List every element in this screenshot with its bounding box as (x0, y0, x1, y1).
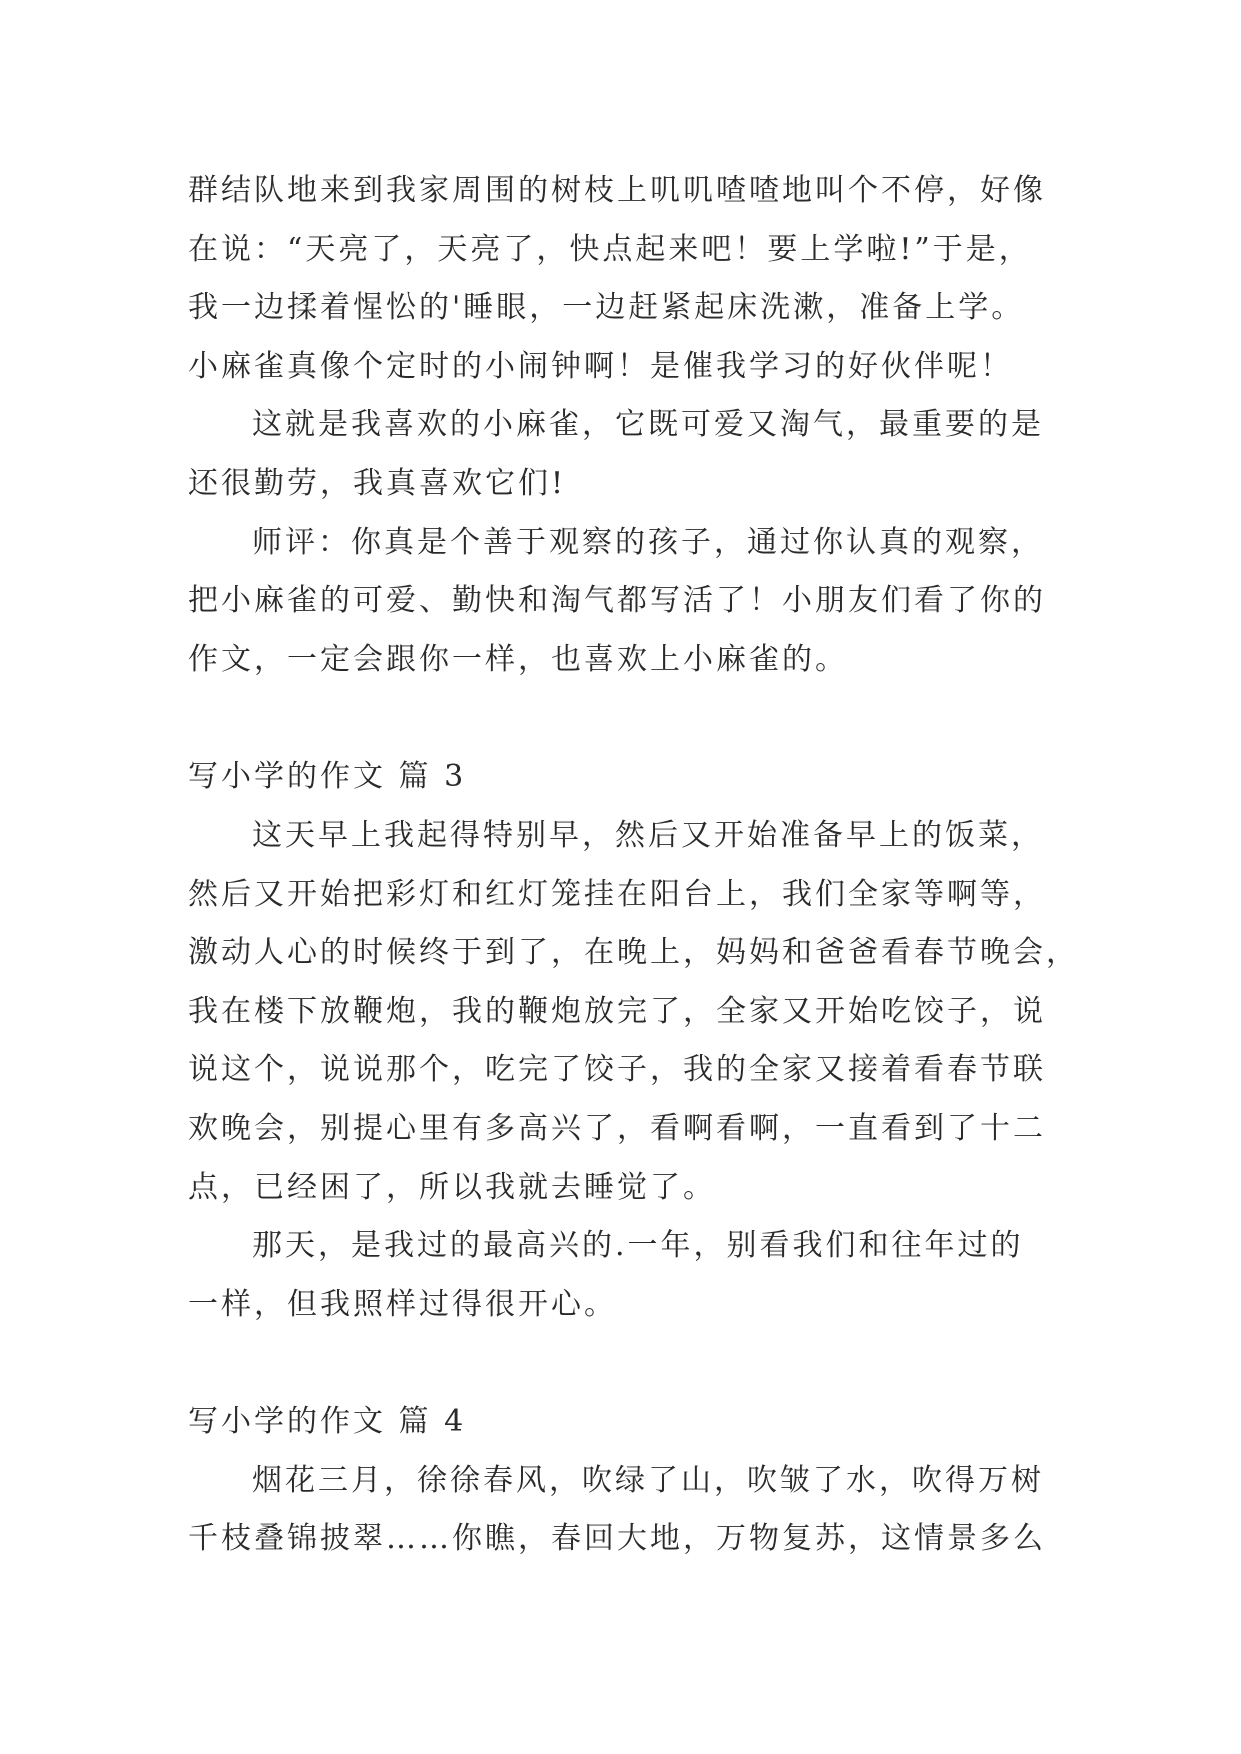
text-line: 千枝叠锦披翠……你瞧，春回大地，万物复苏，这情景多么 (188, 1521, 1046, 1557)
section-gap (188, 1334, 1058, 1393)
section-heading: 写小学的作文 篇 4 (188, 1404, 467, 1440)
paragraph (188, 396, 1058, 513)
text-line: 师评：你真是个善于观察的孩子，通过你认真的观察， (252, 524, 1044, 560)
text-line: 烟花三月，徐徐春风，吹绿了山，吹皱了水，吹得万树 (252, 1462, 1044, 1498)
section-heading: 写小学的作文 篇 3 (188, 759, 467, 795)
text-line: 欢晚会，别提心里有多高兴了，看啊看啊，一直看到了十二 (188, 1110, 1046, 1146)
paragraph (188, 807, 1079, 1217)
teacher-comment-paragraph (188, 514, 1058, 690)
text-line: 那天，是我过的最高兴的.一年，别看我们和往年过的 (252, 1228, 1024, 1264)
paragraph (188, 162, 1058, 396)
text-line: 把小麻雀的可爱、勤快和淘气都写活了！小朋友们看了你的 (188, 583, 1046, 619)
text-line: 这天早上我起得特别早，然后又开始准备早上的饭菜， (252, 817, 1044, 853)
text-line: 作文，一定会跟你一样，也喜欢上小麻雀的。 (188, 641, 848, 677)
text-line: 我在楼下放鞭炮，我的鞭炮放完了，全家又开始吃饺子，说 (188, 993, 1046, 1029)
section-gap (188, 689, 1058, 748)
text-line: 这就是我喜欢的小麻雀，它既可爱又淘气，最重要的是 (252, 407, 1044, 443)
text-line: 说这个，说说那个，吃完了饺子，我的全家又接着看春节联 (188, 1052, 1046, 1088)
text-line: 还很勤劳，我真喜欢它们! (188, 465, 567, 501)
document-body (188, 162, 1079, 1569)
text-line: 群结队地来到我家周围的树枝上叽叽喳喳地叫个不停，好像 (188, 173, 1046, 208)
text-line: 点，已经困了，所以我就去睡觉了。 (188, 1169, 716, 1205)
paragraph (188, 1217, 1058, 1334)
text-line: 我一边揉着惺忪的'睡眼，一边赶紧起床洗漱，准备上学。 (188, 290, 1025, 326)
paragraph (188, 1452, 1058, 1569)
text-line: 在说：“天亮了，天亮了，快点起来吧！要上学啦!”于是， (188, 231, 1032, 267)
text-line: 然后又开始把彩灯和红灯笼挂在阳台上，我们全家等啊等， (188, 876, 1046, 912)
text-line: 小麻雀真像个定时的小闹钟啊！是催我学习的好伙伴呢！ (188, 348, 1013, 384)
text-line: 激动人心的时候终于到了，在晚上，妈妈和爸爸看春节晚会， (188, 935, 1079, 971)
text-line: 一样，但我照样过得很开心。 (188, 1286, 617, 1322)
